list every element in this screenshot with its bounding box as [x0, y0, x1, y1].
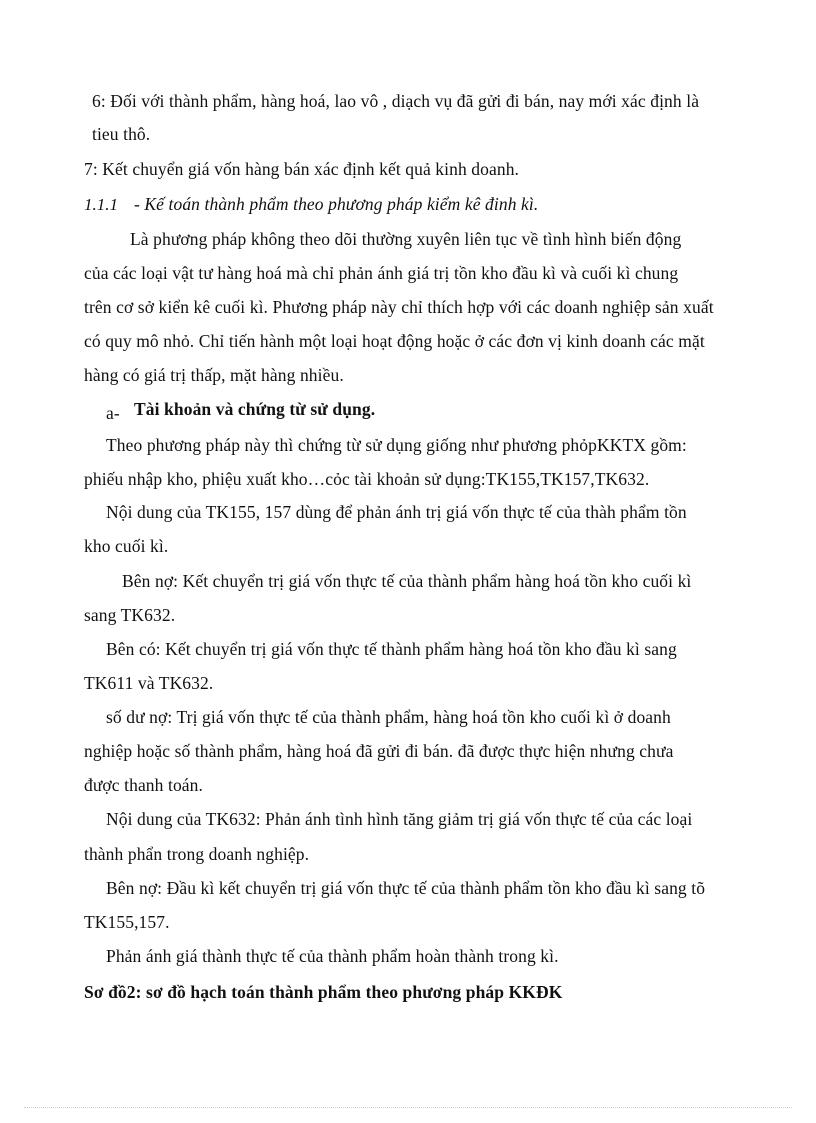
paragraph-line-12: Bên có: Kết chuyển trị giá vốn thực tế thành phẩm hàng hoá tồn kho đầu kì sang	[106, 639, 677, 659]
paragraph-line-2: của các loại vật tư hàng hoá mà chỉ phản ánh giá trị tồn kho đầu kì và cuối kì chung	[84, 263, 679, 283]
diagram-caption: Sơ đồ2: sơ đồ hạch toán thành phẩm theo phương pháp KKĐK	[84, 982, 563, 1002]
section-heading: - Kế toán thành phẩm theo phương pháp kiểm kê đinh kì.	[134, 194, 539, 214]
paragraph-line-5: hàng có giá trị thấp, mặt hàng nhiều.	[84, 365, 344, 385]
paragraph-line-13: TK611 và TK632.	[84, 673, 214, 693]
paragraph-line-9: kho cuối kì.	[84, 536, 169, 556]
paragraph-line-6: Theo phương pháp này thì chứng từ sử dụng giống như phương phỏpKKTX gồm:	[106, 435, 687, 455]
paragraph-line-18: thành phẩn trong doanh nghiệp.	[84, 844, 310, 864]
paragraph-line-17: Nội dung của TK632: Phản ánh tình hình tăng giảm trị giá vốn thực tế của các loại	[106, 809, 693, 829]
paragraph-line-1: Là phương pháp không theo dõi thường xuyên liên tục về tình hình biến động	[130, 229, 682, 249]
paragraph-line-14: số dư nợ: Trị giá vốn thực tế của thành phẩm, hàng hoá tồn kho cuối kì ở doanh	[106, 707, 671, 727]
paragraph-line-16: được thanh toán.	[84, 775, 203, 795]
list-item-7: 7: Kết chuyển giá vốn hàng bán xác định kết quả kinh doanh.	[84, 159, 520, 179]
paragraph-line-21: Phản ánh giá thành thực tế của thành phẩm hoàn thành trong kì.	[106, 946, 559, 966]
paragraph-line-20: TK155,157.	[84, 912, 170, 932]
paragraph-line-7: phiếu nhập kho, phiệu xuất kho…cỏc tài khoản sử dụng:TK155,TK157,TK632.	[84, 469, 650, 489]
section-number: 1.1.1	[84, 195, 118, 214]
paragraph-line-19: Bên nợ: Đầu kì kết chuyển trị giá vốn thực tế của thành phẩm tồn kho đầu kì sang tõ	[106, 878, 706, 898]
subsection-heading: Tài khoản và chứng từ sử dụng.	[134, 399, 376, 419]
list-item-6-line-1: 6: Đối với thành phẩm, hàng hoá, lao vô , diạch vụ đã gửi đi bán, nay mới xác định là	[92, 91, 700, 111]
page-footer-rule	[24, 1107, 792, 1108]
list-item-6-line-2: tieu thô.	[92, 124, 151, 144]
paragraph-line-15: nghiệp hoặc số thành phẩm, hàng hoá đã gửi đi bán. đã được thực hiện nhưng chưa	[84, 741, 674, 761]
paragraph-line-11: sang TK632.	[84, 605, 176, 625]
subsection-marker: a-	[106, 403, 120, 423]
paragraph-line-10: Bên nợ: Kết chuyển trị giá vốn thực tế của thành phẩm hàng hoá tồn kho cuối kì	[122, 571, 692, 591]
paragraph-line-3: trên cơ sở kiển kê cuối kì. Phương pháp này chỉ thích hợp với các doanh nghiệp sản xuất	[84, 297, 714, 317]
paragraph-line-4: có quy mô nhỏ. Chỉ tiến hành một loại hoạt động hoặc ở các đơn vị kinh doanh các mặt	[84, 331, 705, 351]
paragraph-line-8: Nội dung của TK155, 157 dùng để phản ánh trị giá vốn thực tế của thàh phẩm tồn	[106, 502, 687, 522]
